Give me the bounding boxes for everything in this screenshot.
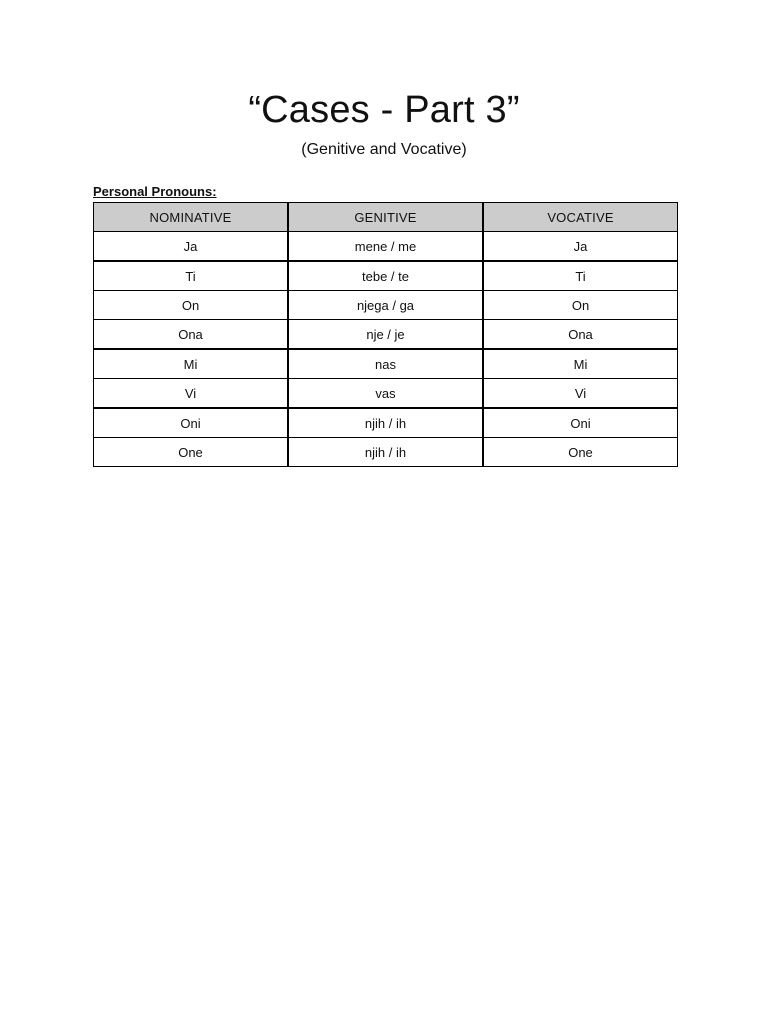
table-row (94, 438, 678, 467)
cell-nominative: Ona (94, 320, 289, 350)
cell-nominative: Oni (94, 408, 289, 438)
cell-nominative: Ti (94, 261, 289, 291)
table-row (94, 349, 678, 379)
table-header-row (94, 203, 678, 232)
table-row (94, 232, 678, 262)
cell-nominative: Vi (94, 379, 289, 409)
table-row (94, 408, 678, 438)
cell-vocative: Ona (483, 320, 678, 350)
cell-vocative: Ti (483, 261, 678, 291)
cell-vocative: Oni (483, 408, 678, 438)
table-row (94, 261, 678, 291)
page-subtitle: (Genitive and Vocative) (301, 141, 467, 158)
cell-vocative: One (483, 438, 678, 467)
cell-genitive: njih / ih (288, 408, 483, 438)
table-row (94, 291, 678, 320)
cell-nominative: On (94, 291, 289, 320)
cell-vocative: Mi (483, 349, 678, 379)
cell-genitive: nas (288, 349, 483, 379)
page-title: “Cases - Part 3” (248, 89, 520, 131)
table-row (94, 320, 678, 350)
table-row (94, 379, 678, 409)
cell-genitive: nje / je (288, 320, 483, 350)
cell-genitive: tebe / te (288, 261, 483, 291)
cell-genitive: vas (288, 379, 483, 409)
cell-nominative: Mi (94, 349, 289, 379)
cell-vocative: Vi (483, 379, 678, 409)
cell-nominative: One (94, 438, 289, 467)
header-genitive: GENITIVE (288, 203, 483, 232)
cell-vocative: Ja (483, 232, 678, 262)
cell-genitive: njega / ga (288, 291, 483, 320)
personal-pronouns-table (93, 202, 678, 467)
header-nominative: NOMINATIVE (94, 203, 289, 232)
section-label: Personal Pronouns: (93, 184, 217, 199)
cell-genitive: njih / ih (288, 438, 483, 467)
header-vocative: VOCATIVE (483, 203, 678, 232)
cell-nominative: Ja (94, 232, 289, 262)
cell-vocative: On (483, 291, 678, 320)
cell-genitive: mene / me (288, 232, 483, 262)
